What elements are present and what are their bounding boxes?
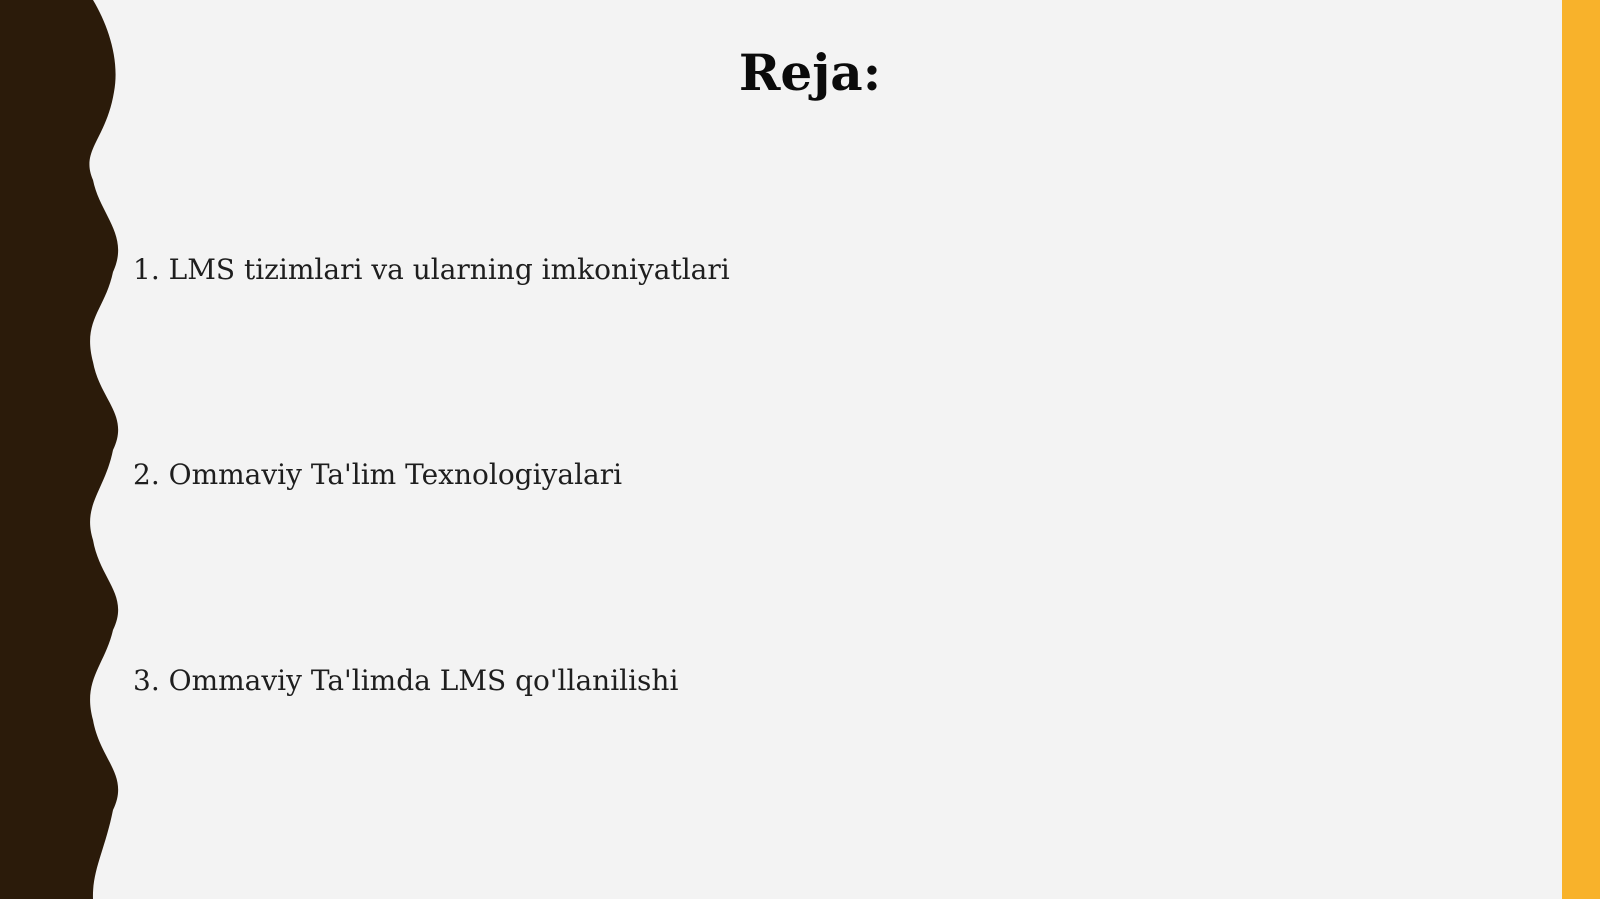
agenda-item-2: 2. Ommaviy Ta'lim Texnologiyalari xyxy=(133,458,623,491)
slide-title: Reja: xyxy=(738,43,882,102)
agenda-item-3: 3. Ommaviy Ta'limda LMS qo'llanilishi xyxy=(133,664,679,697)
agenda-item-1: 1. LMS tizimlari va ularning imkoniyatlari xyxy=(133,253,730,286)
wavy-left-border xyxy=(0,0,130,899)
orange-accent-bar xyxy=(1562,0,1600,899)
